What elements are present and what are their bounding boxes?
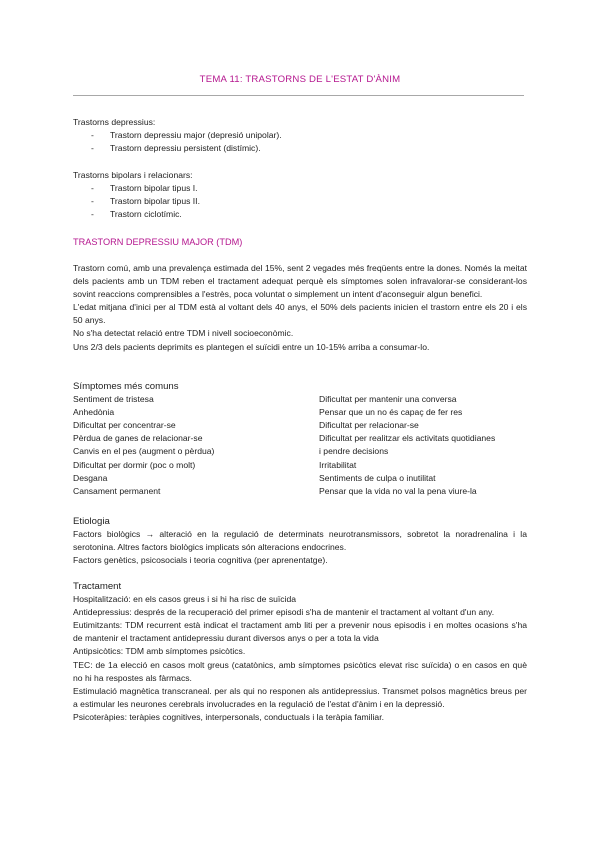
dash-bullet-icon: - <box>91 130 94 141</box>
treatment-paragraph: Hospitalització: en els casos greus i si hi ha risc de suïcida <box>73 594 297 605</box>
bipolar-disorders-section <box>73 169 527 221</box>
tdm-paragraph: Uns 2/3 dels pacients deprimits es plantegen el suïcidi entre un 10-15% arriba a consumar-lo. <box>73 341 430 352</box>
etiology-paragraph: Factors biològics → alteració en la regulació de determinats neurotransmissors, sobretot la noradrenalina i la serotonina. Altres factors biològics implicats són alteracions endocrines. <box>73 529 527 553</box>
list-item <box>73 142 527 155</box>
treatment-paragraph: Psicoteràpies: teràpies cognitives, interpersonals, conductuals i la teràpia familiar. <box>73 711 384 722</box>
symptom-item: Dificultat per concentrar-se <box>73 420 176 431</box>
treatment-heading: Tractament <box>73 581 122 592</box>
bipolar-list <box>73 182 527 221</box>
symptom-item: Sentiment de tristesa <box>73 394 154 405</box>
tdm-description <box>73 262 527 354</box>
tdm-paragraph: L'edat mitjana d'inici per al TDM està al voltant dels 40 anys, el 50% dels pacients inicien el trastorn entre els 20 i els 50 anys. <box>73 302 527 326</box>
symptom-item: Pensar que un no és capaç de fer res <box>319 407 463 418</box>
dash-bullet-icon: - <box>91 143 94 154</box>
depressive-heading: Trastorns depressius: <box>73 117 156 127</box>
depressive-list <box>73 129 527 155</box>
symptom-item: Canvis en el pes (augment o pèrdua) <box>73 446 215 457</box>
treatment-paragraph: Antidepressius: després de la recuperació del primer episodi s'ha de mantenir el tractament al voltant d'un any. <box>73 607 495 618</box>
etiology-section <box>73 515 527 567</box>
list-item-text: Trastorn depressiu major (depresió unipolar). <box>110 130 282 141</box>
list-item-text: Trastorn bipolar tipus I. <box>110 183 198 194</box>
tdm-subtitle: TRASTORN DEPRESSIU MAJOR (TDM) <box>73 237 243 247</box>
symptom-item: Dificultat per mantenir una conversa <box>319 394 457 405</box>
treatment-paragraph: Antipsicòtics: TDM amb símptomes psicòtics. <box>73 646 246 657</box>
list-item-text: Trastorn bipolar tipus II. <box>110 196 200 207</box>
symptom-item: Sentiments de culpa o inutilitat <box>319 472 436 483</box>
symptom-item: Dificultat per realitzar els activitats quotidianes <box>319 433 496 444</box>
symptom-item: Desgana <box>73 472 108 483</box>
title-divider <box>73 95 524 96</box>
symptom-item: Pèrdua de ganes de relacionar-se <box>73 433 203 444</box>
symptom-item: Dificultat per relacionar-se <box>319 420 419 431</box>
list-item-text: Trastorn ciclotímic. <box>110 209 182 220</box>
bipolar-heading: Trastorns bipolars i relacionars: <box>73 170 193 180</box>
symptoms-heading: Símptomes més comuns <box>73 381 179 392</box>
symptom-item: Anhedònia <box>73 407 115 418</box>
list-item-text: Trastorn depressiu persistent (distímic). <box>110 143 261 154</box>
treatment-paragraph: TEC: de 1a elecció en casos molt greus (catatònics, amb símptomes psicòtics elevat risc suïcida) o en casos en què no hi ha respostes als fàrmacs. <box>73 659 527 683</box>
list-item <box>73 208 527 221</box>
symptoms-columns <box>73 393 527 498</box>
dash-bullet-icon: - <box>91 209 94 220</box>
document-title: TEMA 11: TRASTORNS DE L'ESTAT D'ÀNIM <box>199 74 401 85</box>
depressive-disorders-section <box>73 116 527 155</box>
symptoms-left-column <box>73 393 319 498</box>
tdm-paragraph: Trastorn comú, amb una prevalença estimada del 15%, sent 2 vegades més freqüents entre la dones. Només la meitat dels pacients amb un TDM reben el tractament adequat perquè els símptomes solen infravalorar-se considerant-los sovint reaccions comprensibles a l'estrès, poca voluntat o simplement un intent d'aconseguir algun benefici. <box>73 263 527 300</box>
list-item <box>73 195 527 208</box>
treatment-paragraph: Estimulació magnètica transcraneal. per als qui no responen als antidepressius. Transmet polsos magnètics breus per a estimular les neurones cerebrals involucrades en la regulació de l'estat d'ànim i en la depressió. <box>73 685 527 709</box>
list-item <box>73 129 527 142</box>
tdm-paragraph: No s'ha detectat relació entre TDM i nivell socioeconòmic. <box>73 328 294 339</box>
treatment-paragraph: Eutimitzants: TDM recurrent està indicat el tractament amb liti per a prevenir nous episodis i en moltes ocasions s'ha de mantenir el tractament antidepressiu durant diversos anys o per a tota la vida <box>73 620 527 644</box>
list-item <box>73 182 527 195</box>
symptom-item: i pendre decisions <box>319 446 389 457</box>
dash-bullet-icon: - <box>91 183 94 194</box>
symptom-item: Irritabilitat <box>319 459 357 470</box>
symptom-item: Pensar que la vida no val la pena viure-la <box>319 485 477 496</box>
symptom-item: Cansament permanent <box>73 485 161 496</box>
symptoms-right-column <box>319 393 527 498</box>
dash-bullet-icon: - <box>91 196 94 207</box>
etiology-paragraph: Factors genètics, psicosocials i teoria cognitiva (per aprenentatge). <box>73 555 328 566</box>
treatment-section <box>73 580 527 724</box>
symptom-item: Dificultat per dormir (poc o molt) <box>73 459 196 470</box>
etiology-heading: Etiologia <box>73 516 110 527</box>
symptoms-section <box>73 380 527 498</box>
